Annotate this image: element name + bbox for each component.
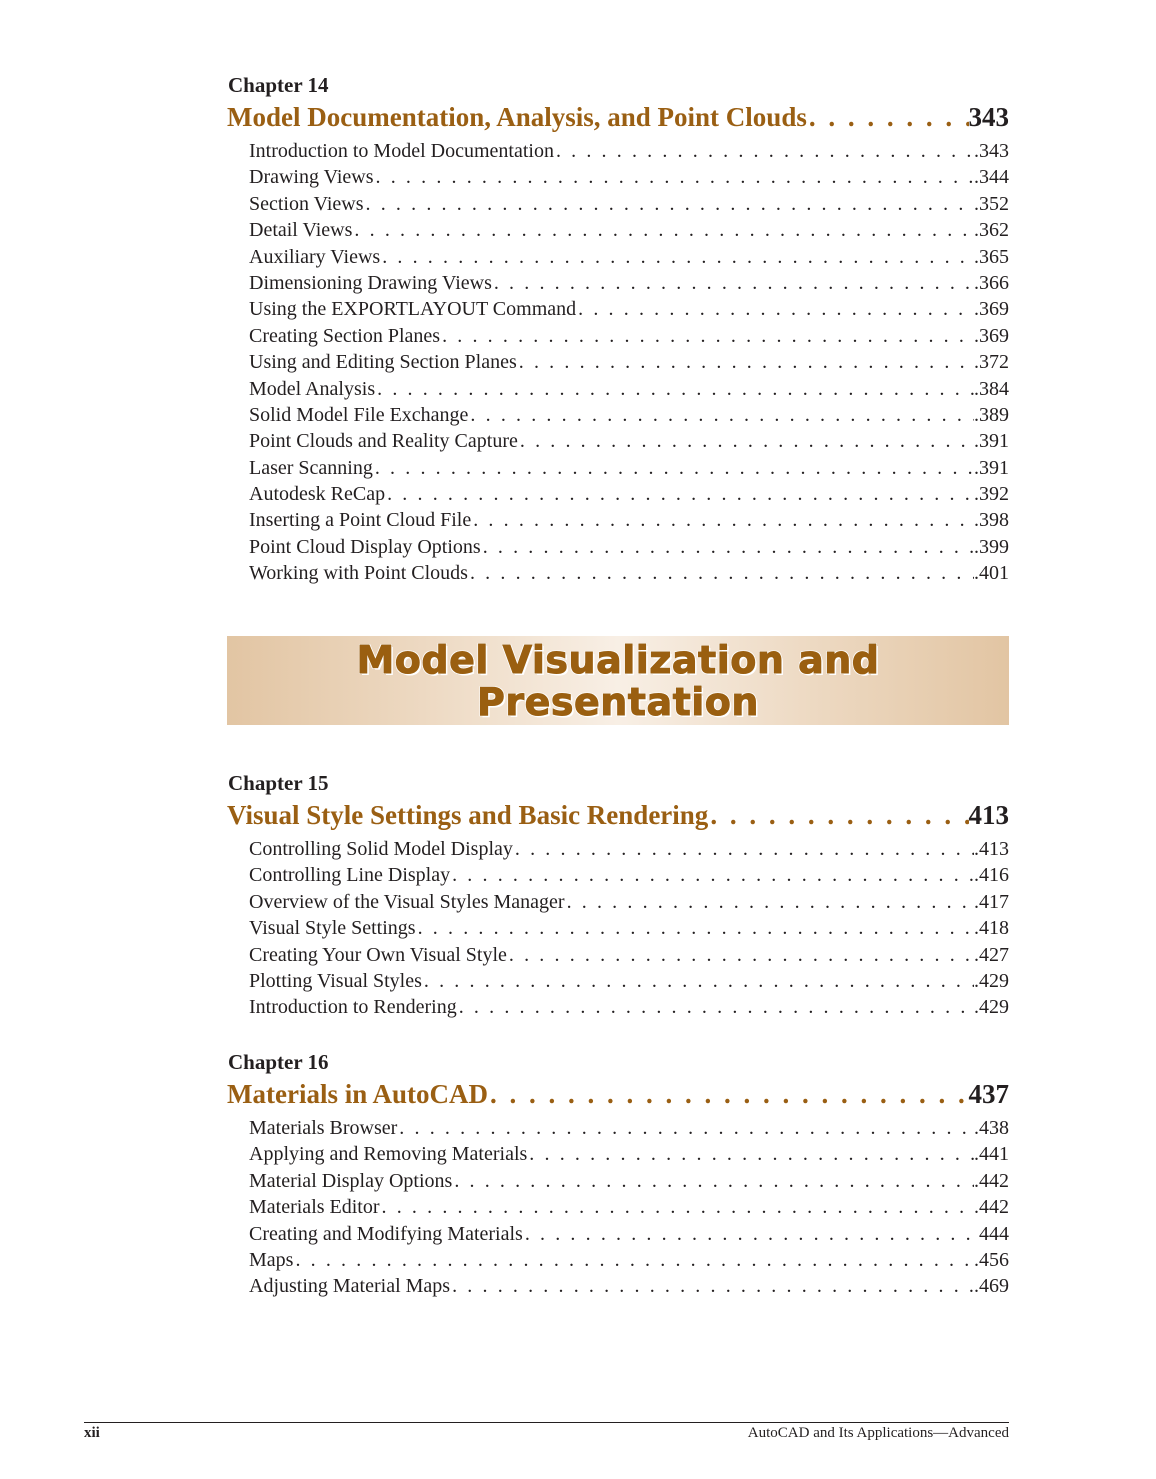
toc-entry[interactable] — [249, 1141, 1009, 1167]
dot-leader — [507, 942, 974, 968]
chapter-title: Visual Style Settings and Basic Rendering — [227, 800, 709, 830]
chapter-title: Materials in AutoCAD — [227, 1079, 488, 1109]
toc-entry[interactable] — [249, 376, 1009, 402]
entry-title: Dimensioning Drawing Views — [249, 271, 492, 294]
dot-leader — [375, 376, 974, 402]
dot-leader — [488, 1075, 969, 1113]
footer-book-title: AutoCAD and Its Applications—Advanced — [747, 1425, 1009, 1441]
entry-page: .417 — [974, 890, 1009, 913]
entry-title: Auxiliary Views — [249, 245, 381, 268]
chapter-14-block — [228, 72, 1009, 587]
toc-entry[interactable] — [249, 481, 1009, 507]
toc-entry[interactable] — [249, 915, 1009, 941]
dot-leader — [373, 455, 974, 481]
toc-entry[interactable] — [249, 1221, 1009, 1247]
toc-entry[interactable] — [249, 560, 1009, 586]
entry-page: .362 — [974, 219, 1009, 242]
entry-title: Introduction to Rendering — [249, 996, 457, 1019]
entry-page: .456 — [974, 1248, 1009, 1271]
dot-leader — [513, 836, 974, 862]
toc-entry[interactable] — [249, 402, 1009, 428]
toc-entry[interactable] — [249, 244, 1009, 270]
entry-title: Point Clouds and Reality Capture — [249, 430, 518, 453]
toc-entry[interactable] — [249, 323, 1009, 349]
dot-leader — [468, 560, 974, 586]
toc-entry[interactable] — [249, 191, 1009, 217]
entry-page: .391 — [974, 430, 1009, 453]
entry-page: .438 — [974, 1117, 1009, 1139]
entry-page: .352 — [974, 192, 1009, 215]
entry-page: .344 — [974, 166, 1009, 189]
section-banner-title — [356, 639, 879, 723]
entry-title: Materials Browser — [249, 1117, 398, 1139]
dot-leader — [380, 244, 974, 270]
entry-title: Introduction to Model Documentation — [249, 140, 554, 162]
chapter-title-link[interactable] — [227, 98, 1009, 136]
chapter-title-link[interactable] — [227, 796, 1009, 834]
entry-title: Adjusting Material Maps — [249, 1275, 451, 1298]
entry-title: Point Cloud Display Options — [249, 535, 481, 558]
dot-leader — [352, 217, 974, 243]
entry-page: .429 — [974, 969, 1009, 992]
footer-rule — [84, 1422, 1009, 1423]
entry-title: Autodesk ReCap — [249, 483, 386, 506]
dot-leader — [422, 968, 974, 994]
dot-leader — [492, 270, 974, 296]
chapter-page: 413 — [968, 800, 1009, 830]
entry-title: Plotting Visual Styles — [249, 969, 422, 992]
dot-leader — [293, 1247, 974, 1273]
toc-entry[interactable] — [249, 534, 1009, 560]
entry-title: Working with Point Clouds — [249, 562, 468, 585]
toc-entry[interactable] — [249, 455, 1009, 481]
chapter-page: 343 — [968, 102, 1009, 132]
entry-page: .427 — [974, 943, 1009, 966]
entry-page: .365 — [974, 245, 1009, 268]
toc-entry[interactable] — [249, 862, 1009, 888]
dot-leader — [471, 507, 974, 533]
chapter-title-link[interactable] — [227, 1075, 1009, 1113]
entry-page: .343 — [974, 140, 1009, 162]
entry-title: Material Display Options — [249, 1169, 453, 1192]
toc-entry[interactable] — [249, 1194, 1009, 1220]
entry-page: .366 — [974, 271, 1009, 294]
dot-leader — [527, 1141, 974, 1167]
toc-entries — [228, 1115, 1009, 1300]
toc-entry[interactable] — [249, 889, 1009, 915]
chapter-16-block — [228, 1049, 1009, 1300]
section-banner-line-1: Model Visualization and — [356, 637, 880, 682]
entry-title: Drawing Views — [249, 166, 374, 189]
entry-page: .369 — [974, 298, 1009, 321]
toc-entry[interactable] — [249, 507, 1009, 533]
entry-page: .442 — [974, 1196, 1009, 1219]
chapter-title: Model Documentation, Analysis, and Point Clouds — [227, 102, 807, 132]
entry-page: .369 — [974, 324, 1009, 347]
toc-entry[interactable] — [249, 217, 1009, 243]
entry-page: 444 — [974, 1222, 1009, 1245]
entry-title: Creating Section Planes — [249, 324, 441, 347]
entry-title: Using and Editing Section Planes — [249, 351, 517, 374]
entry-page: .391 — [974, 456, 1009, 479]
section-banner-line-2: Presentation — [477, 679, 759, 724]
entry-page: .413 — [974, 838, 1009, 860]
entry-page: .418 — [974, 917, 1009, 940]
toc-entry[interactable] — [249, 942, 1009, 968]
entry-title: Materials Editor — [249, 1196, 380, 1219]
chapter-page: 437 — [968, 1079, 1009, 1109]
dot-leader — [385, 481, 974, 507]
dot-leader — [380, 1194, 974, 1220]
dot-leader — [450, 862, 974, 888]
toc-entry[interactable] — [249, 994, 1009, 1020]
toc-entry[interactable] — [249, 164, 1009, 190]
toc-entry[interactable] — [249, 1168, 1009, 1194]
entry-title: Creating Your Own Visual Style — [249, 943, 507, 966]
toc-entries — [228, 138, 1009, 587]
dot-leader — [554, 138, 974, 164]
entry-title: Applying and Removing Materials — [249, 1143, 528, 1166]
entry-title: Controlling Line Display — [249, 864, 451, 887]
toc-entry[interactable] — [249, 428, 1009, 454]
entry-title: Maps — [249, 1248, 294, 1271]
entry-page: .441 — [974, 1143, 1009, 1166]
entry-title: Detail Views — [249, 219, 353, 242]
dot-leader — [518, 428, 974, 454]
dot-leader — [397, 1115, 974, 1141]
dot-leader — [374, 164, 974, 190]
toc-entry[interactable] — [249, 138, 1009, 164]
section-banner — [227, 636, 1009, 725]
entry-page: .442 — [974, 1169, 1009, 1192]
entry-page: .392 — [974, 483, 1009, 506]
entry-title: Inserting a Point Cloud File — [249, 509, 472, 532]
toc-entry[interactable] — [249, 968, 1009, 994]
entry-page: .398 — [974, 509, 1009, 532]
footer-page-number: xii — [84, 1425, 100, 1441]
dot-leader — [457, 994, 974, 1020]
dot-leader — [807, 98, 969, 136]
dot-leader — [523, 1221, 974, 1247]
entry-title: Section Views — [249, 192, 364, 215]
entry-page: .372 — [974, 351, 1009, 374]
toc-entry[interactable] — [249, 1247, 1009, 1273]
entry-title: Creating and Modifying Materials — [249, 1222, 523, 1245]
toc-entry[interactable] — [249, 836, 1009, 862]
chapter-label: Chapter 16 — [228, 1050, 329, 1074]
dot-leader — [565, 889, 974, 915]
chapter-15-block — [228, 770, 1009, 1021]
entry-page: .384 — [974, 377, 1009, 400]
entry-title: Overview of the Visual Styles Manager — [249, 890, 565, 913]
toc-entry[interactable] — [249, 1115, 1009, 1141]
toc-entry[interactable] — [249, 1273, 1009, 1299]
dot-leader — [440, 323, 974, 349]
dot-leader — [481, 534, 974, 560]
dot-leader — [452, 1168, 974, 1194]
toc-entry[interactable] — [249, 296, 1009, 322]
dot-leader — [468, 402, 974, 428]
entry-title: Using the EXPORTLAYOUT Command — [249, 298, 577, 321]
toc-entries — [228, 836, 1009, 1021]
toc-entry[interactable] — [249, 349, 1009, 375]
toc-entry[interactable] — [249, 270, 1009, 296]
entry-page: .399 — [974, 535, 1009, 558]
dot-leader — [450, 1273, 974, 1299]
entry-title: Laser Scanning — [249, 456, 373, 479]
entry-page: .389 — [974, 403, 1009, 426]
entry-title: Model Analysis — [249, 377, 376, 400]
entry-title: Visual Style Settings — [249, 917, 416, 940]
dot-leader — [416, 915, 974, 941]
chapter-label: Chapter 15 — [228, 771, 329, 795]
entry-page: .401 — [974, 562, 1009, 585]
dot-leader — [517, 349, 974, 375]
chapter-label: Chapter 14 — [228, 73, 329, 97]
dot-leader — [708, 796, 968, 834]
entry-page: .469 — [974, 1275, 1009, 1298]
dot-leader — [364, 191, 974, 217]
entry-page: .429 — [974, 996, 1009, 1019]
entry-title: Controlling Solid Model Display — [249, 838, 513, 860]
dot-leader — [576, 296, 974, 322]
entry-page: .416 — [974, 864, 1009, 887]
entry-title: Solid Model File Exchange — [249, 403, 469, 426]
